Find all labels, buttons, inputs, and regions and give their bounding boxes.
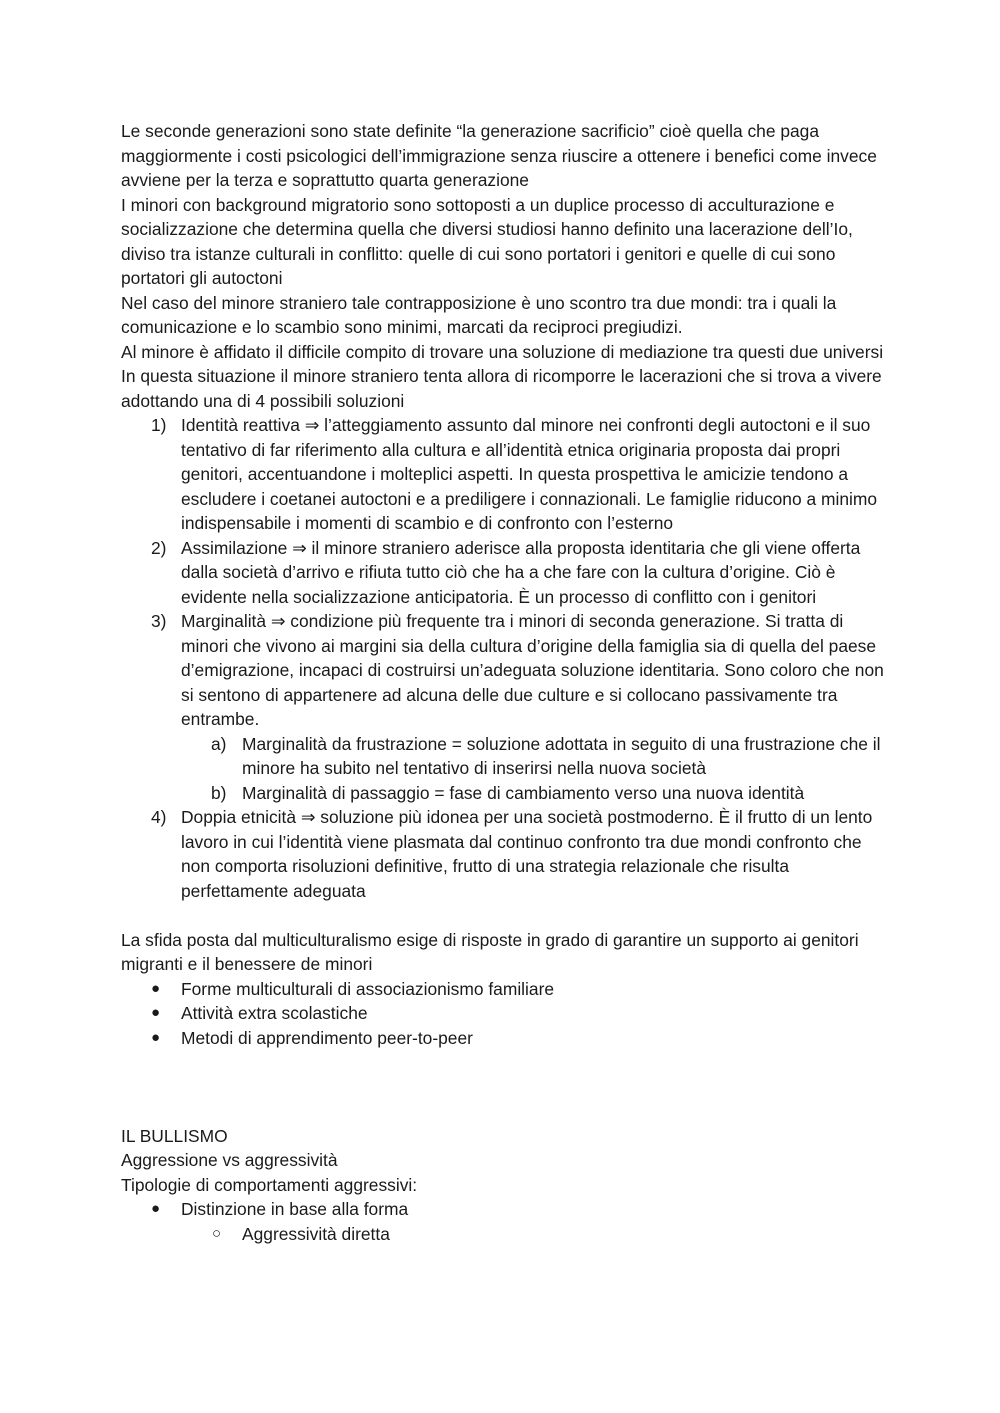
list-item-text: Metodi di apprendimento peer-to-peer [181, 1027, 473, 1048]
sub-item [181, 781, 891, 806]
list-item [121, 1026, 891, 1051]
list-marker: 1) [151, 415, 167, 435]
section-heading: IL BULLISMO [121, 1125, 228, 1146]
intro-paragraph-3: Nel caso del minore straniero tale contrapposizione è uno scontro tra due mondi: tra i quali la comunicazione e lo scambio sono minimi, marcati da reciproci pregiudizi. [121, 292, 837, 337]
marginality-sublist [181, 732, 891, 806]
list-marker: 2) [151, 537, 167, 558]
bullying-sub-list [181, 1222, 891, 1247]
solution-text: Doppia etnicità ⇒ soluzione più idonea per una società postmoderno. È il frutto di un lento lavoro in cui l’identità viene plasmata dal continuo confronto tra due mondi confronto che non comporta risoluzioni definitive, frutto di una strategia relazionale che risulta perfettamente adeguata [181, 807, 873, 901]
challenge-bullet-list [121, 977, 891, 1051]
blank-lines [121, 1050, 891, 1124]
solution-item [121, 413, 891, 536]
solution-item [121, 536, 891, 610]
solution-text: Marginalità ⇒ condizione più frequente tra i minori di seconda generazione. Si tratta di minori che vivono ai margini sia della cultura d’origine della famiglia sia di quella del paese d’emigrazione, incapaci di costruirsi un’adeguata soluzione identitaria. Sono coloro che non si sentono di appartenere ad alcuna delle due culture e si collocano passivamente tra entrambe. [181, 611, 884, 729]
blank-line [121, 903, 891, 928]
sub-item [181, 732, 891, 781]
solution-item [121, 805, 891, 903]
intro-paragraph-5: In questa situazione il minore straniero tenta allora di ricomporre le lacerazioni che si trova a vivere adottando una di 4 possibili soluzioni [121, 366, 882, 411]
bullying-bullet-list [121, 1197, 891, 1246]
intro-paragraph-4: Al minore è affidato il difficile compito di trovare una soluzione di mediazione tra questi due universi [121, 341, 884, 362]
intro-paragraph-1: Le seconde generazioni sono state definite “la generazione sacrificio” cioè quella che paga maggiormente i costi psicologici dell’immigrazione senza riuscire a ottenere i benefici come invece avviene per la terza e soprattutto quarta generazione [121, 121, 877, 190]
sub-list-item [181, 1222, 891, 1247]
intro-paragraph-2: I minori con background migratorio sono sottoposti a un duplice processo di acculturazione e socializzazione che determina quella che diversi studiosi hanno definito una lacerazione dell’Io, diviso tra istanze culturali in conflitto: quelle di cui sono portatori i genitori e quelle di cui sono portatori gli autoctoni [121, 194, 853, 288]
document-body [121, 119, 891, 1246]
list-marker: a) [211, 733, 227, 754]
challenge-paragraph: La sfida posta dal multiculturalismo esige di risposte in grado di garantire un supporto ai genitori migranti e il benessere de minori [121, 929, 859, 974]
solution-text: Identità reattiva ⇒ l’atteggiamento assunto dal minore nei confronti degli autoctoni e il suo tentativo di far riferimento alla cultura e all’identità etnica originaria proposta dai propri genitori, accentuandone i molteplici aspetti. In questa prospettiva le amicizie tendono a escludere i coetanei autoctoni e a prediligere i connazionali. Le famiglie riducono a minimo indispensabile i momenti di scambio e di confronto con l’esterno [181, 415, 878, 533]
bullying-line-2: Tipologie di comportamenti aggressivi: [121, 1174, 418, 1195]
sub-item-text: Marginalità da frustrazione = soluzione adottata in seguito di una frustrazione che il minore ha subito nel tentativo di inserirsi nella nuova società [242, 733, 881, 778]
list-marker: 3) [151, 611, 167, 631]
solution-text: Assimilazione ⇒ il minore straniero aderisce alla proposta identitaria che gli viene offerta dalla società d’arrivo e rifiuta tutto ciò che ha a che fare con la cultura d’origine. Ciò è evidente nella socializzazione anticipatoria. È un processo di conflitto con i genitori [181, 537, 861, 607]
list-item-text: Distinzione in base alla forma [181, 1199, 409, 1219]
bullet-icon: ● [151, 1004, 161, 1021]
bullet-icon: ● [151, 1200, 161, 1217]
sub-item-text: Marginalità di passaggio = fase di cambiamento verso una nuova identità [242, 782, 805, 803]
list-item [121, 1197, 891, 1246]
list-item [121, 977, 891, 1002]
bullet-icon: ● [151, 979, 161, 997]
list-marker: b) [211, 782, 227, 803]
sub-list-item-text: Aggressività diretta [242, 1223, 390, 1244]
bullying-line-1: Aggressione vs aggressività [121, 1150, 338, 1170]
bullet-icon: ● [151, 1028, 161, 1046]
circle-bullet-icon: ○ [212, 1224, 222, 1242]
list-item-text: Forme multiculturali di associazionismo familiare [181, 978, 555, 999]
list-item [121, 1001, 891, 1026]
list-marker: 4) [151, 807, 167, 827]
solution-item [121, 609, 891, 805]
list-item-text: Attività extra scolastiche [181, 1003, 368, 1023]
solutions-list [121, 413, 891, 903]
